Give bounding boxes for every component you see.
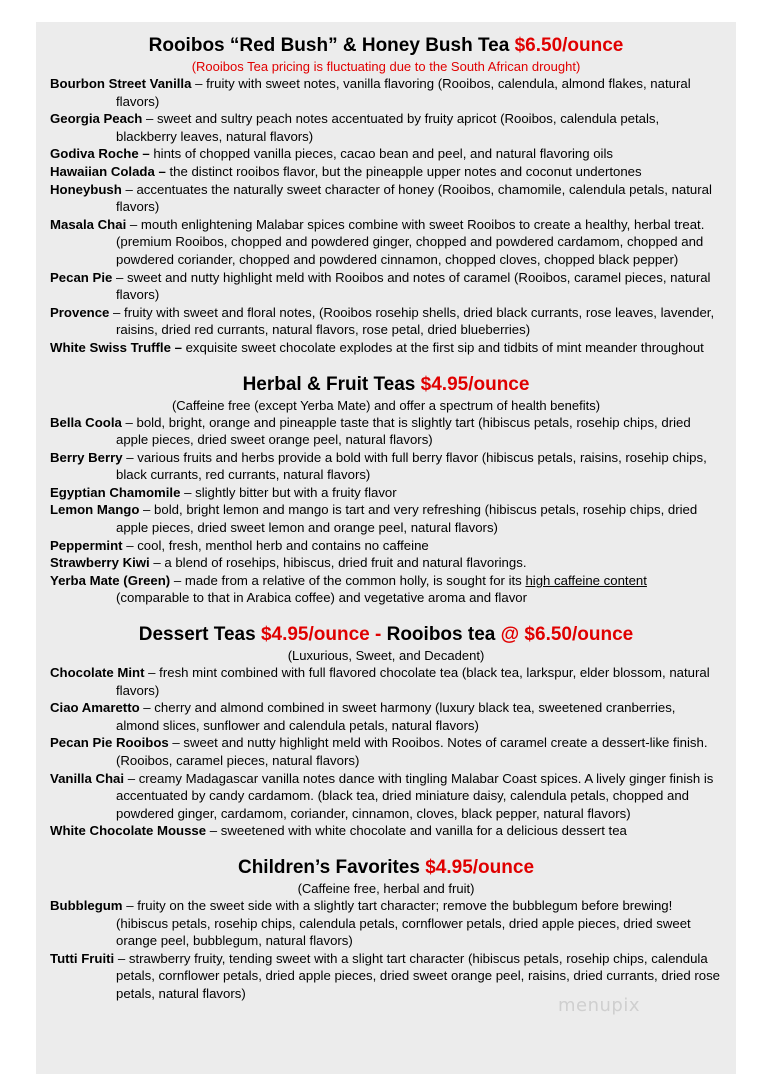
item-underline: high caffeine content: [525, 572, 647, 588]
item-name: Yerba Mate (Green): [50, 572, 171, 588]
item-desc: – bold, bright lemon and mango is tart and very refreshing (hibiscus petals, rosehip chips, dried apple pieces, dried sweet lemon and orange peel, natural flavors): [116, 502, 698, 536]
item-name: White Swiss Truffle –: [50, 339, 182, 355]
menu-item: [50, 75, 722, 110]
menu-item: [50, 163, 722, 181]
item-name: Honeybush: [50, 181, 122, 197]
menu-item: [50, 339, 722, 357]
item-desc: – strawberry fruity, tending sweet with a slight tart character (hibiscus petals, rosehip chips, calendula petals, cornflower petals, dried apple pieces, dried sweet orange peel, raisins, dried currants, dried rose petals, natural flavors): [114, 950, 721, 1001]
section-rooibos: [50, 34, 722, 357]
item-name: Tutti Fruiti: [50, 950, 115, 966]
item-desc: – sweet and nutty highlight meld with Rooibos and notes of caramel (Rooibos, caramel pieces, natural flavors): [112, 269, 711, 303]
menu-item: [50, 484, 722, 502]
section-note: (Caffeine free, herbal and fruit): [297, 880, 475, 896]
item-desc: – sweetened with white chocolate and vanilla for a delicious dessert tea: [206, 823, 627, 839]
item-desc-after: (comparable to that in Arabica coffee) and vegetative aroma and flavor: [116, 590, 528, 606]
section-title: [50, 373, 722, 397]
menu-item: [50, 770, 722, 823]
section-herbal-fruit: [50, 373, 722, 608]
item-name: Pecan Pie Rooibos: [50, 735, 169, 751]
menu-item: [50, 554, 722, 572]
item-desc: – sweet and sultry peach notes accentuated by fruity apricot (Rooibos, calendula petals, blackberry leaves, natural flavors): [116, 111, 660, 144]
item-desc: – mouth enlightening Malabar spices combine with sweet Rooibos to create a healthy, herbal treat. (premium Rooibos, chopped and powdered ginger, chopped and powdered cardamom, chopped and powdered coriander, chopped and powdered cinnamon, chopped cloves, chopped black pepper): [116, 216, 705, 267]
item-name: Berry Berry: [50, 449, 123, 465]
menu-content: [36, 22, 736, 1003]
section-title: [50, 34, 722, 58]
section-dessert: [50, 623, 722, 840]
item-desc: – bold, bright, orange and pineapple taste that is slightly tart (hibiscus petals, rosehip chips, dried apple pieces, dried sweet orange peel, natural flavors): [116, 414, 691, 448]
item-name: Provence: [50, 304, 110, 320]
item-name: Godiva Roche –: [50, 146, 150, 162]
item-name: Bourbon Street Vanilla: [50, 76, 192, 91]
section-note: (Luxurious, Sweet, and Decadent): [287, 648, 485, 664]
item-desc: hints of chopped vanilla pieces, cacao bean and peel, and natural flavoring oils: [149, 146, 614, 162]
section-title: [50, 856, 722, 880]
item-name: Hawaiian Colada –: [50, 163, 166, 179]
item-desc: – fresh mint combined with full flavored chocolate tea (black tea, larkspur, elder blossom, natural flavors): [116, 665, 710, 698]
menu-item: [50, 449, 722, 484]
item-name: White Chocolate Mousse: [50, 823, 207, 839]
menu-item: [50, 664, 722, 699]
section-price: $6.50/ounce: [514, 35, 624, 56]
section-title-text: Dessert Teas: [138, 624, 261, 646]
menu-item: [50, 414, 722, 449]
section-childrens: [50, 856, 722, 1003]
item-desc: – creamy Madagascar vanilla notes dance with tingling Malabar Coast spices. A lively ginger finish is accentuated by candy cardamom. (black tea, dried miniature daisy, calendula petals, chopped and powdered ginger, cardamom, coriander, cinnamon, cloves, black pepper, natural flavors): [116, 770, 714, 821]
item-desc: – fruity with sweet and floral notes, (Rooibos rosehip shells, dried black currants, rose leaves, lavender, raisins, dried red currants, natural flavors, rose petal, dried blueberries): [109, 304, 715, 338]
section-price-2: @ $6.50/ounce: [500, 624, 634, 646]
item-desc: – various fruits and herbs provide a bold with full berry flavor (hibiscus petals, raisins, rosehip chips, black currants, red currants, natural flavors): [116, 449, 707, 483]
section-note: (Rooibos Tea pricing is fluctuating due to the South African drought): [191, 59, 581, 74]
section-title-text-2: Rooibos tea: [381, 624, 501, 646]
menu-item: [50, 734, 722, 769]
section-title: [50, 623, 722, 647]
menu-item: [50, 699, 722, 734]
item-desc: – a blend of rosehips, hibiscus, dried fruit and natural flavorings.: [149, 555, 527, 571]
item-desc: the distinct rooibos flavor, but the pineapple upper notes and coconut undertones: [165, 163, 642, 179]
section-price: $4.95/ounce -: [260, 624, 382, 646]
section-price: $4.95/ounce: [425, 856, 535, 878]
item-name: Chocolate Mint: [50, 665, 145, 681]
menu-item: [50, 110, 722, 145]
menu-item: [50, 572, 722, 607]
item-name: Ciao Amaretto: [50, 700, 140, 716]
section-title-text: Herbal & Fruit Teas: [242, 373, 421, 395]
item-name: Lemon Mango: [50, 502, 140, 518]
menu-item: [50, 181, 722, 216]
section-price: $4.95/ounce: [420, 373, 530, 395]
watermark: menupix: [557, 995, 640, 1016]
item-desc: – made from a relative of the common holly, is sought for its: [170, 572, 526, 588]
menu-item: [50, 269, 722, 304]
item-desc: exquisite sweet chocolate explodes at the first sip and tidbits of mint meander throughout: [181, 339, 704, 355]
item-name: Masala Chai: [50, 216, 127, 232]
item-desc: – fruity on the sweet side with a slightly tart character; remove the bubblegum before brewing! (hibiscus petals, rosehip chips, calendula petals, cornflower petals, dried apple pieces, dried sweet orange peel, bubblegum, natural flavors): [116, 897, 691, 949]
item-desc: – slightly bitter but with a fruity flavor: [180, 484, 397, 500]
item-desc: – cool, fresh, menthol herb and contains no caffeine: [122, 537, 429, 553]
menu-item: [50, 822, 722, 840]
item-name: Peppermint: [50, 537, 123, 553]
section-note: (Caffeine free (except Yerba Mate) and offer a spectrum of health benefits): [171, 397, 601, 413]
item-name: Bubblegum: [50, 897, 123, 913]
menu-item: [50, 304, 722, 339]
item-name: Bella Coola: [50, 414, 122, 430]
section-title-text: Children’s Favorites: [237, 856, 426, 878]
item-name: Egyptian Chamomile: [50, 484, 181, 500]
item-name: Vanilla Chai: [50, 770, 125, 786]
menu-item: [50, 145, 722, 163]
item-desc: – sweet and nutty highlight meld with Rooibos. Notes of caramel create a dessert-like finish. (Rooibos, caramel pieces, natural flavors): [116, 735, 708, 768]
item-desc: – cherry and almond combined in sweet harmony (luxury black tea, sweetened cranberries, almond slices, sunflower and calendula petals, natural flavors): [116, 700, 676, 733]
menu-item: [50, 501, 722, 536]
menu-page: [36, 22, 736, 1074]
menu-item: [50, 537, 722, 555]
section-title-text: Rooibos “Red Bush” & Honey Bush Tea: [148, 35, 515, 56]
item-name: Pecan Pie: [50, 269, 113, 285]
item-name: Strawberry Kiwi: [50, 555, 150, 571]
item-desc: – fruity with sweet notes, vanilla flavoring (Rooibos, calendula, almond flakes, natural flavors): [116, 76, 691, 109]
item-name: Georgia Peach: [50, 111, 143, 127]
menu-item: [50, 897, 722, 950]
item-desc: – accentuates the naturally sweet character of honey (Rooibos, chamomile, calendula petals, natural flavors): [116, 181, 712, 215]
menu-item: [50, 216, 722, 269]
